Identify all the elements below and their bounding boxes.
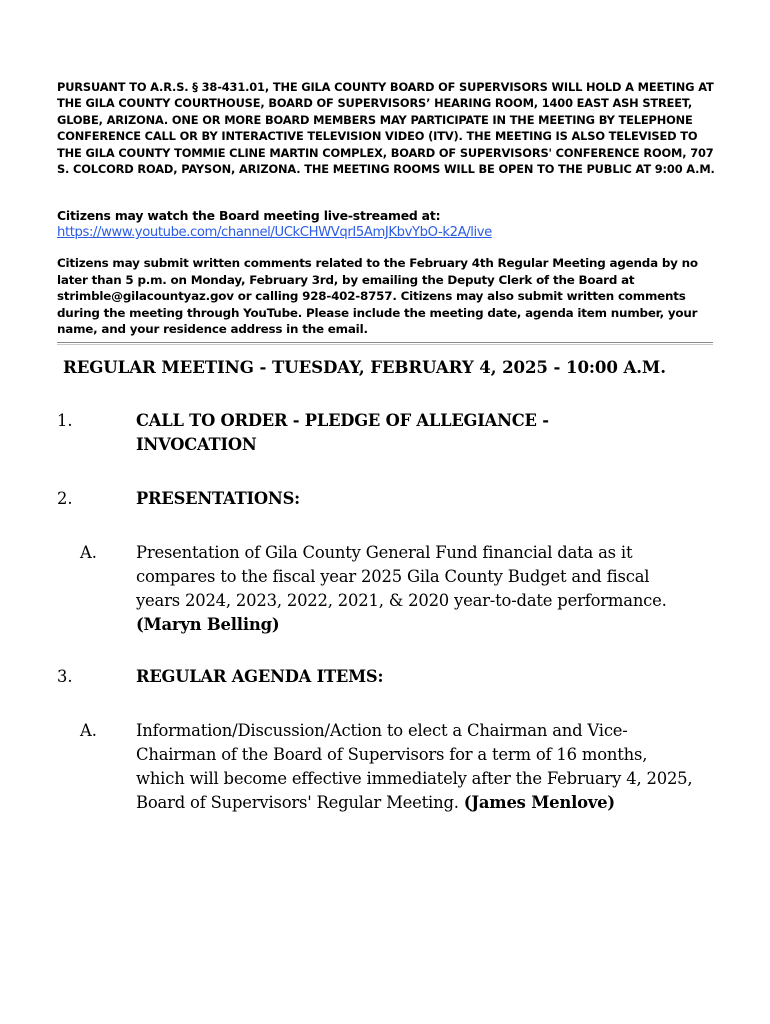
presenter-name: (James Menlove): [463, 793, 615, 812]
livestream-link[interactable]: https://www.youtube.com/channel/UCkCHWVqrI5AmJKbvYbO-k2A/live: [57, 225, 492, 240]
item-number: 3.: [57, 667, 73, 686]
item-heading: CALL TO ORDER - PLEDGE OF ALLEGIANCE - INVOCATION: [136, 411, 549, 454]
subitem-text: [136, 719, 696, 815]
livestream-label: Citizens may watch the Board meeting live-streamed at:: [57, 208, 441, 223]
item-number: 2.: [57, 489, 73, 508]
divider: [57, 342, 713, 345]
subitem-letter: A.: [80, 721, 97, 740]
presenter-name: (Maryn Belling): [136, 615, 280, 634]
meeting-title: REGULAR MEETING - TUESDAY, FEBRUARY 4, 2025 - 10:00 A.M.: [63, 357, 666, 377]
item-heading: PRESENTATIONS:: [136, 489, 300, 508]
item-number: 1.: [57, 411, 73, 430]
subitem-description: Information/Discussion/Action to elect a Chairman and Vice-Chairman of the Board of Supervisors for a term of 16 months, which will become effective immediately after the February 4, 2025, Board of Supervisors' Regular Meeting.: [136, 721, 693, 812]
subitem-letter: A.: [80, 543, 97, 562]
public-comments-notice: Citizens may submit written comments related to the February 4th Regular Meeting agenda by no later than 5 p.m. on Monday, February 3rd, by emailing the Deputy Clerk of the Board at strimble@gilacountyaz.gov or calling 928-402-8757. Citizens may also submit written comments during the meeting through YouTube. Please include the meeting date, agenda item number, your name, and your residence address in the email.: [57, 256, 698, 337]
meeting-notice: PURSUANT TO A.R.S. § 38-431.01, THE GILA COUNTY BOARD OF SUPERVISORS WILL HOLD A MEETING AT THE GILA COUNTY COURTHOUSE, BOARD OF SUPERVISORS’ HEARING ROOM, 1400 EAST ASH STREET, GLOBE, ARIZONA. ONE OR MORE BOARD MEMBERS MAY PARTICIPATE IN THE MEETING BY TELEPHONE CONFERENCE CALL OR BY INTERACTIVE TELEVISION VIDEO (ITV). THE MEETING IS ALSO TELEVISED TO THE GILA COUNTY TOMMIE CLINE MARTIN COMPLEX, BOARD OF SUPERVISORS' CONFERENCE ROOM, 707 S. COLCORD ROAD, PAYSON, ARIZONA. THE MEETING ROOMS WILL BE OPEN TO THE PUBLIC AT 9:00 A.M.: [57, 80, 715, 177]
item-heading: REGULAR AGENDA ITEMS:: [136, 667, 384, 686]
subitem-text: [136, 541, 696, 637]
subitem-description: Presentation of Gila County General Fund financial data as it compares to the fiscal year 2025 Gila County Budget and fiscal years 2024, 2023, 2022, 2021, & 2020 year-to-date performance.: [136, 543, 667, 610]
